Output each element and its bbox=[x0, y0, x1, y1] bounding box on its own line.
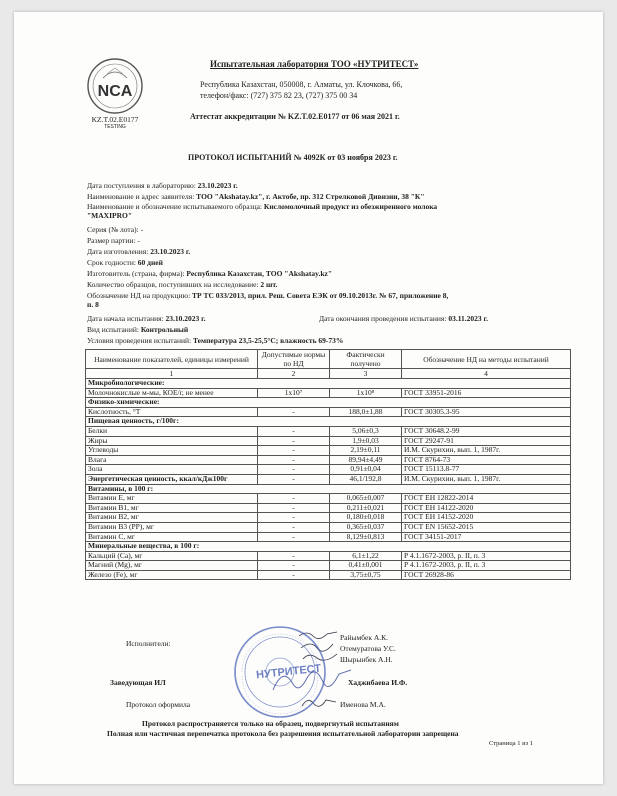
lab-title: Испытательная лаборатория ТОО «НУТРИТЕСТ» bbox=[210, 59, 419, 69]
end-line: Дата окончания проведения испытания: 03.11.2023 г. bbox=[319, 314, 488, 323]
protocol-title: ПРОТОКОЛ ИСПЫТАНИЙ № 4092К от 03 ноября 2023 г. bbox=[188, 153, 398, 162]
cell-value: 6,1±1,22 bbox=[330, 551, 402, 561]
cell-name: Белки bbox=[86, 426, 258, 436]
cell-value: 89,94±4,49 bbox=[330, 455, 402, 465]
col-header-method: Обозначение НД на методы испытаний bbox=[402, 350, 571, 369]
nca-logo bbox=[85, 56, 145, 116]
footer-note-2: Полная или частичная перепечатка протокола без разрешения испытательной лаборатории запрещена bbox=[107, 729, 459, 738]
table-row bbox=[86, 551, 571, 561]
cell-method: И.М. Скурихин, вып. 1, 1987г. bbox=[402, 446, 571, 456]
cell-norm: - bbox=[258, 494, 330, 504]
cell-method: ГОСТ 15113.8-77 bbox=[402, 465, 571, 475]
results-table bbox=[85, 349, 571, 580]
cell-name: Витамин Е, мг bbox=[86, 494, 258, 504]
cell-value: 0,180±0,018 bbox=[330, 513, 402, 523]
cell-name: Зола bbox=[86, 465, 258, 475]
table-row bbox=[86, 455, 571, 465]
sample-line: Наименование и обозначение испытываемого образца: Кисломолочный продукт из обезжиренного молока bbox=[87, 202, 438, 211]
nd-line: Обозначение НД на продукцию: ТР ТС 033/2013, прил. Реш. Совета ЕЭК от 09.10.2013г. № 67, приложение 8, bbox=[87, 291, 449, 300]
executor-3: Шырынбек А.Н. bbox=[340, 655, 393, 664]
cell-name: Молочнокислые м-мы, КОЕ/г, не менее bbox=[86, 388, 258, 398]
cell-value: 0,365±0,037 bbox=[330, 522, 402, 532]
section-title: Микробиологические: bbox=[86, 379, 571, 389]
table-row bbox=[86, 522, 571, 532]
cell-norm: - bbox=[258, 426, 330, 436]
count-line: Количество образцов, поступивших на исследование: 2 шт. bbox=[87, 280, 278, 289]
cell-norm: - bbox=[258, 474, 330, 484]
table-row bbox=[86, 513, 571, 523]
table-section-row bbox=[86, 542, 571, 552]
col-num: 2 bbox=[258, 369, 330, 379]
lab-phone: телефон/факс: (727) 375 82 23, (727) 375 00 34 bbox=[200, 91, 358, 100]
table-section-row bbox=[86, 379, 571, 389]
batch-line: Размер партии: - bbox=[87, 236, 140, 245]
col-num: 1 bbox=[86, 369, 258, 379]
section-title: Физико-химические: bbox=[86, 398, 571, 408]
accreditation: Аттестат аккредитации № KZ.T.02.E0177 от 06 мая 2021 г. bbox=[190, 112, 400, 121]
results-body bbox=[86, 379, 571, 580]
received-line: Дата поступления в лабораторию: 23.10.2023 г. bbox=[87, 181, 238, 190]
table-row bbox=[86, 407, 571, 417]
series-line: Серия (№ лота): - bbox=[87, 225, 144, 234]
cell-name: Железо (Fe), мг bbox=[86, 570, 258, 580]
cell-method: ГОСТ 30305.3-95 bbox=[402, 407, 571, 417]
cell-norm: - bbox=[258, 532, 330, 542]
cell-value: 188,0±1,88 bbox=[330, 407, 402, 417]
table-row bbox=[86, 474, 571, 484]
cell-method: ГОСТ EH 12822-2014 bbox=[402, 494, 571, 504]
table-row bbox=[86, 570, 571, 580]
cell-name: Витамин В2, мг bbox=[86, 513, 258, 523]
cell-norm: - bbox=[258, 522, 330, 532]
cell-norm: - bbox=[258, 570, 330, 580]
executor-2: Отемуратова У.С. bbox=[340, 644, 396, 653]
col-header-name: Наименование показателей, единицы измерений bbox=[86, 350, 258, 369]
col-header-norm: Допустимые нормы по НД bbox=[258, 350, 330, 369]
cell-value: 0,065±0,007 bbox=[330, 494, 402, 504]
cell-norm: - bbox=[258, 407, 330, 417]
stamp-text: НУТРИТЕСТ bbox=[255, 662, 322, 682]
table-row bbox=[86, 446, 571, 456]
cell-norm: - bbox=[258, 455, 330, 465]
cell-value: 3,75±0,75 bbox=[330, 570, 402, 580]
table-section-row bbox=[86, 484, 571, 494]
section-title: Минеральные вещества, в 100 г: bbox=[86, 542, 571, 552]
logo-text: NCA bbox=[97, 83, 133, 100]
head-name: Хаджибаева И.Ф. bbox=[348, 678, 408, 687]
col-num: 3 bbox=[330, 369, 402, 379]
cell-value: 0,91±0,04 bbox=[330, 465, 402, 475]
cell-value: 8,129±0,813 bbox=[330, 532, 402, 542]
executor-1: Райымбек А.К. bbox=[340, 633, 389, 642]
cond-line: Условия проведения испытаний: Температура 23,5-25,5°С; влажность 69-73% bbox=[87, 336, 344, 345]
cell-method: ГОСТ EH 14122-2020 bbox=[402, 503, 571, 513]
cell-value: 2,19±0,11 bbox=[330, 446, 402, 456]
cell-method: ГОСТ EN 15652-2015 bbox=[402, 522, 571, 532]
cell-norm: - bbox=[258, 503, 330, 513]
table-section-row bbox=[86, 417, 571, 427]
applicant-line: Наименование и адрес заявителя: ТОО "Akshatay.kz", г. Актобе, пр. 312 Стрелковой Дивизии, 38 "К" bbox=[87, 192, 425, 201]
cell-name: Витамин С, мг bbox=[86, 532, 258, 542]
nd-line-2: п. 8 bbox=[87, 300, 99, 309]
cell-name: Кальций (Ca), мг bbox=[86, 551, 258, 561]
cell-value: 46,1/192,8 bbox=[330, 474, 402, 484]
cell-value: 1х10⁸ bbox=[330, 388, 402, 398]
cell-name: Углеводы bbox=[86, 446, 258, 456]
cell-value: 1,9±0,03 bbox=[330, 436, 402, 446]
cell-method: ГОСТ 29247-91 bbox=[402, 436, 571, 446]
section-title: Пищевая ценность, г/100г: bbox=[86, 417, 571, 427]
cell-norm: - bbox=[258, 436, 330, 446]
cell-norm: - bbox=[258, 446, 330, 456]
cell-method: ГОСТ 30648.2-99 bbox=[402, 426, 571, 436]
section-title: Витамины, в 100 г: bbox=[86, 484, 571, 494]
protocol-document bbox=[14, 12, 603, 784]
cell-method: ГОСТ 26928-86 bbox=[402, 570, 571, 580]
cell-method: ГОСТ 8764-73 bbox=[402, 455, 571, 465]
cell-method: Р 4.1.1672-2003, р. II, п. 3 bbox=[402, 551, 571, 561]
table-row bbox=[86, 388, 571, 398]
cell-name: Кислотность, °Т bbox=[86, 407, 258, 417]
cell-method: ГОСТ 34151-2017 bbox=[402, 532, 571, 542]
prepared-name: Именова М.А. bbox=[340, 700, 386, 709]
head-signature bbox=[269, 660, 355, 705]
logo-code: KZ.T.02.E0177 bbox=[91, 115, 139, 124]
maker-line: Изготовитель (страна, фирма): Республика Казахстан, ТОО "Akshatay.kz" bbox=[87, 269, 333, 278]
sample-line-2: "MAXIPRO" bbox=[87, 211, 132, 220]
shelf-line: Срок годности: 60 дней bbox=[87, 258, 163, 267]
cell-name: Витамин В1, мг bbox=[86, 503, 258, 513]
col-num: 4 bbox=[402, 369, 571, 379]
start-line: Дата начала испытания: 23.10.2023 г. bbox=[87, 314, 206, 323]
cell-norm: - bbox=[258, 513, 330, 523]
cell-norm: - bbox=[258, 561, 330, 571]
head-label: Заведующая ИЛ bbox=[110, 678, 166, 687]
cell-name: Жиры bbox=[86, 436, 258, 446]
lab-address: Республика Казахстан, 050008, г. Алматы, ул. Клочкова, 66, bbox=[200, 80, 403, 89]
page-number: Страница 1 из 1 bbox=[489, 740, 534, 747]
table-row bbox=[86, 436, 571, 446]
cell-value: 5,06±0,3 bbox=[330, 426, 402, 436]
cell-value: 0,211±0,021 bbox=[330, 503, 402, 513]
table-number-row bbox=[86, 369, 571, 379]
table-row bbox=[86, 503, 571, 513]
cell-method: ГОСТ 33951-2016 bbox=[402, 388, 571, 398]
cell-method: ГОСТ EH 14152-2020 bbox=[402, 513, 571, 523]
table-row bbox=[86, 532, 571, 542]
logo-sub: TESTING bbox=[104, 124, 126, 130]
table-row bbox=[86, 494, 571, 504]
type-line: Вид испытаний: Контрольный bbox=[87, 325, 189, 334]
col-header-value: Фактически получено bbox=[330, 350, 402, 369]
table-row bbox=[86, 465, 571, 475]
cell-name: Энергетическая ценность, ккал/кДж100г bbox=[86, 474, 258, 484]
prepared-label: Протокол оформила bbox=[126, 700, 191, 709]
cell-norm: - bbox=[258, 465, 330, 475]
footer-note-1: Протокол распространяется только на образец, подвергнутый испытаниям bbox=[142, 719, 399, 728]
cell-method: Р 4.1.1672-2003, р. II, п. 3 bbox=[402, 561, 571, 571]
cell-value: 0,41±0,001 bbox=[330, 561, 402, 571]
cell-name: Магний (Mg), мг bbox=[86, 561, 258, 571]
cell-norm: - bbox=[258, 551, 330, 561]
table-section-row bbox=[86, 398, 571, 408]
executors-label: Исполнители: bbox=[126, 639, 171, 648]
cell-name: Влага bbox=[86, 455, 258, 465]
table-header-row bbox=[86, 350, 571, 369]
table-row bbox=[86, 426, 571, 436]
cell-norm: 1х10⁷ bbox=[258, 388, 330, 398]
cell-name: Витамин В3 (РР), мг bbox=[86, 522, 258, 532]
made-line: Дата изготовления: 23.10.2023 г. bbox=[87, 247, 191, 256]
table-row bbox=[86, 561, 571, 571]
cell-method: И.М. Скурихин, вып. 1, 1987г. bbox=[402, 474, 571, 484]
